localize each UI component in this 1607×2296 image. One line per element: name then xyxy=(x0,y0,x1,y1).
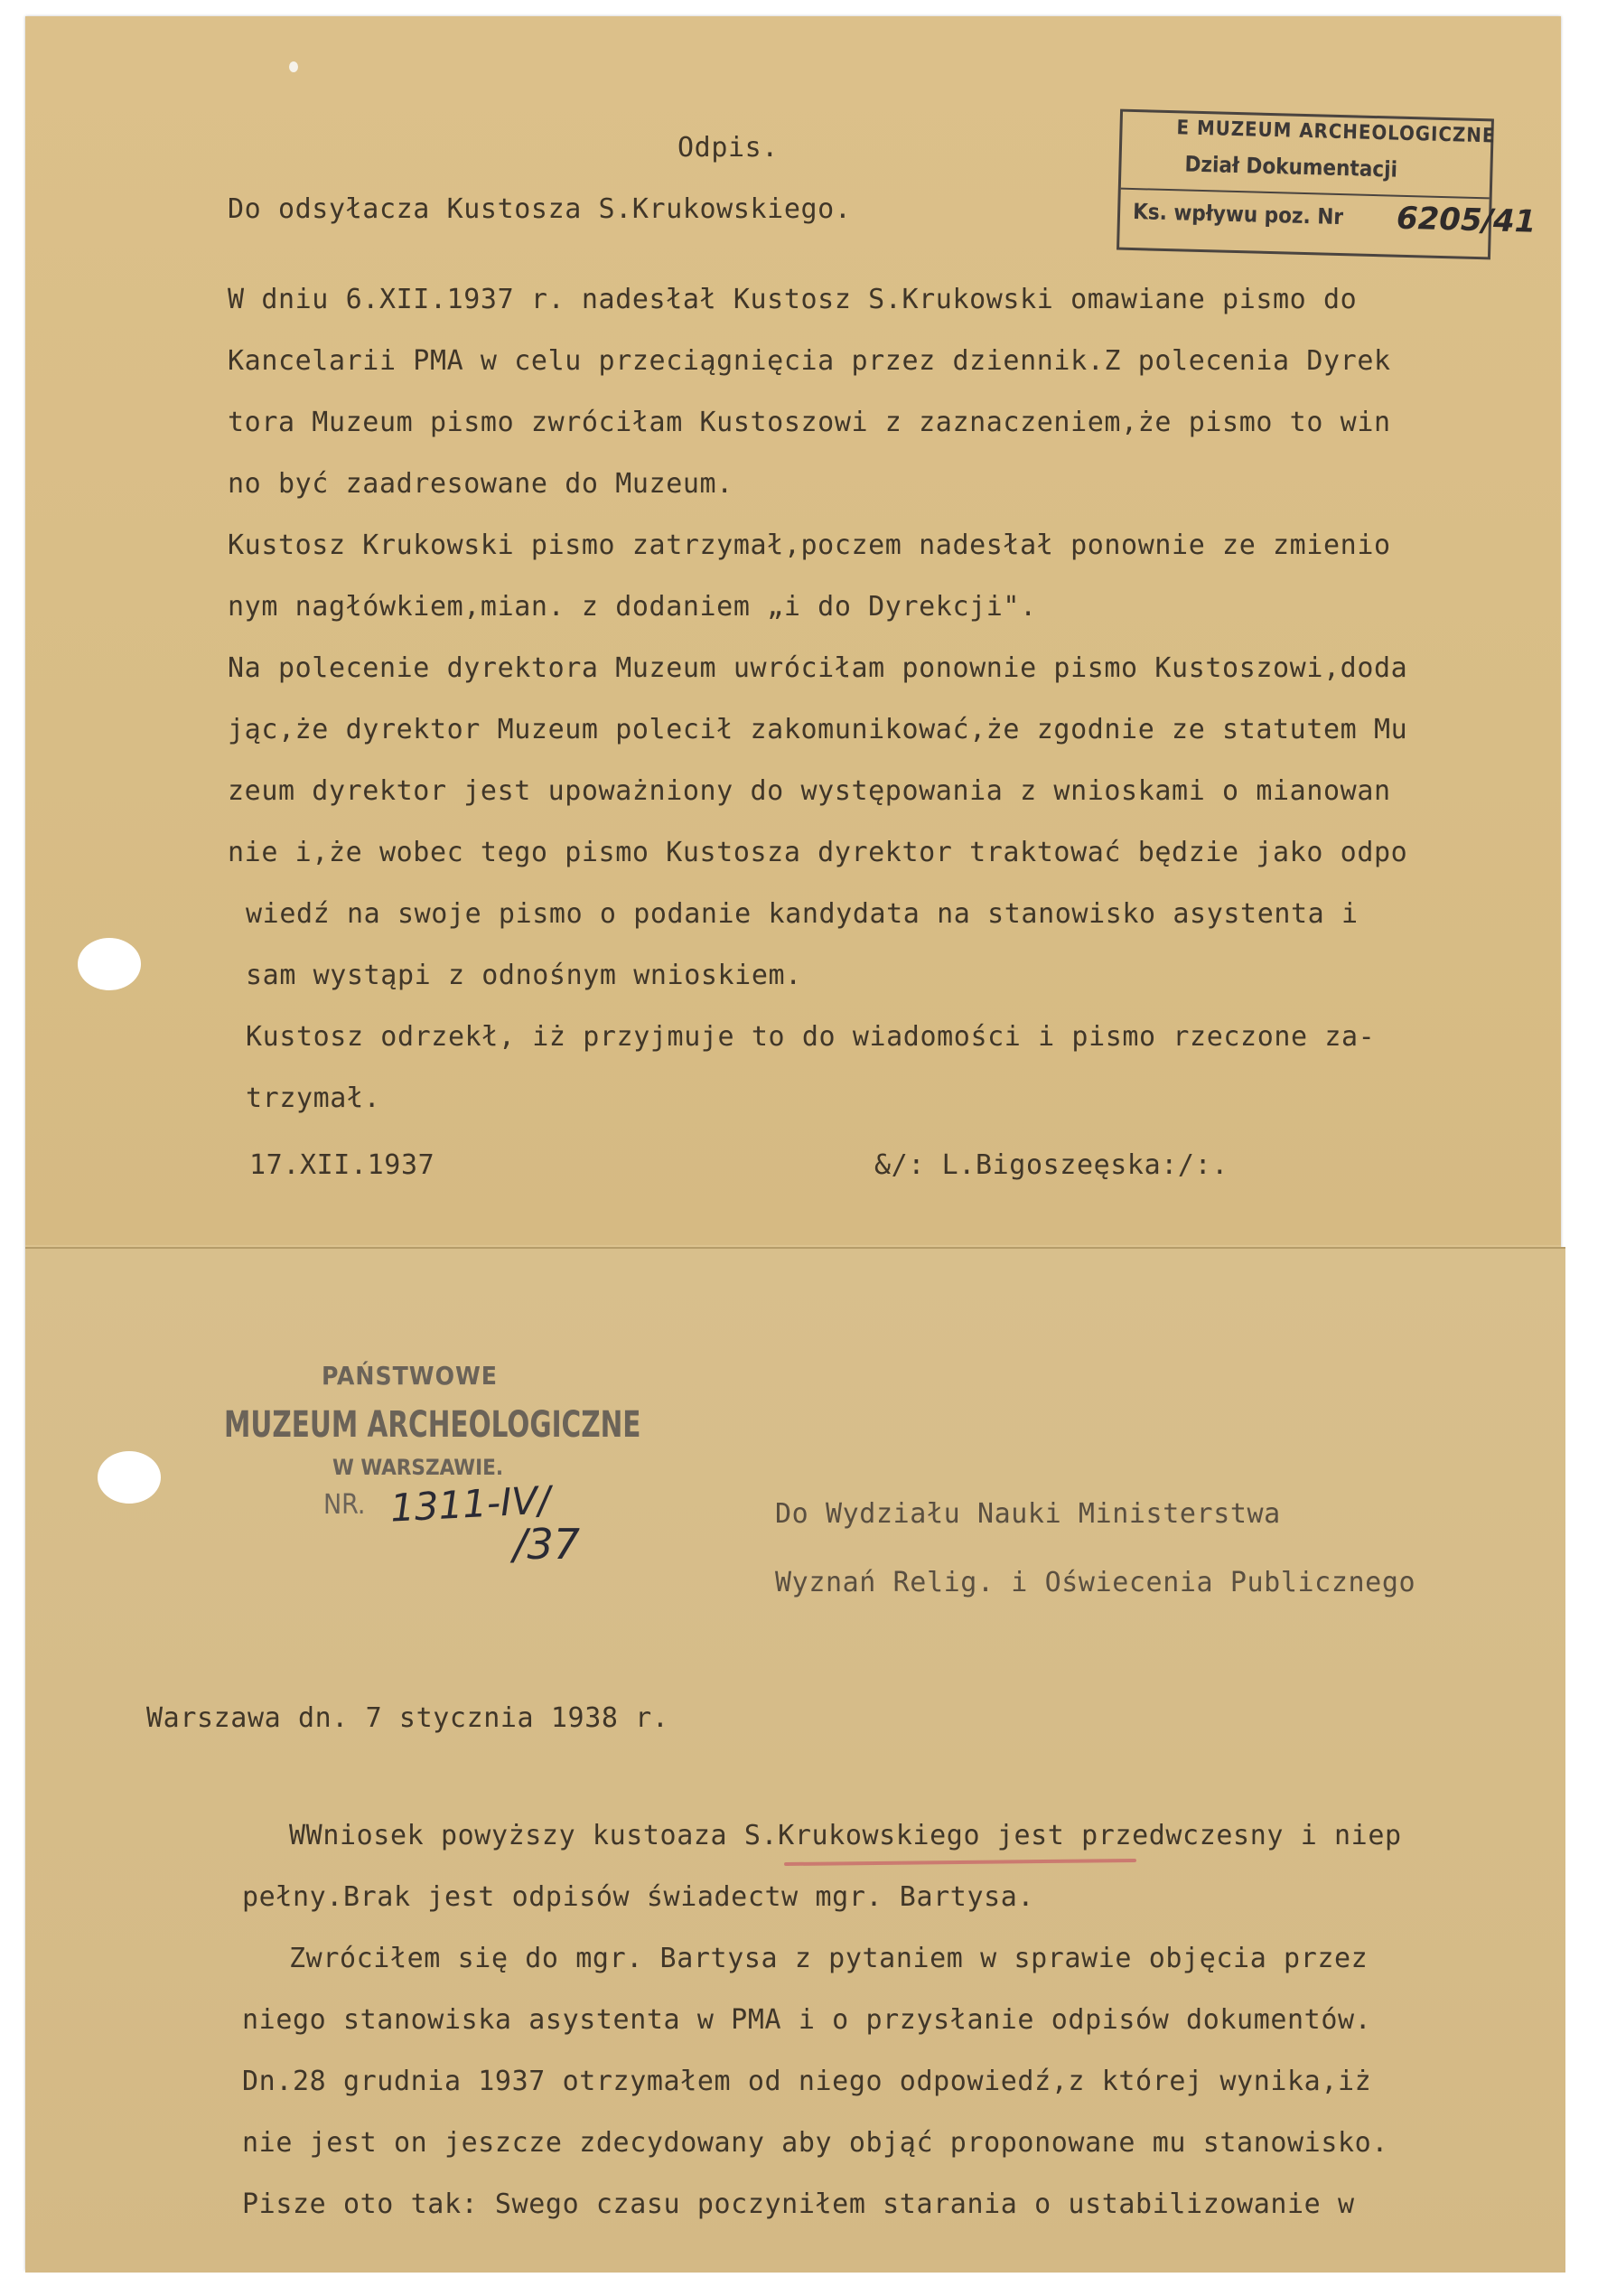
text-line: Kustosz Krukowski pismo zatrzymał,poczem nadesłał ponownie ze zmienio xyxy=(228,529,1391,561)
recipient-line: Do Wydziału Nauki Ministerstwa xyxy=(775,1498,1281,1530)
addressee: Do odsyłacza Kustosza S.Krukowskiego. xyxy=(228,193,852,225)
pin-hole xyxy=(289,61,298,72)
text-line: Pisze oto tak: Swego czasu poczyniłem starania o ustabilizowanie w xyxy=(242,2188,1355,2220)
document-title: Odpis. xyxy=(677,132,779,164)
text-line: niego stanowiska asystenta w PMA i o przysłanie odpisów dokumentów. xyxy=(242,2004,1372,2036)
text-line: jąc,że dyrektor Muzeum polecił zakomunikować,że zgodnie ze statutem Mu xyxy=(228,714,1408,745)
text-line: wiedź na swoje pismo o podanie kandydata na stanowisko asystenta i xyxy=(246,898,1359,930)
stamp-line: W WARSZAWIE. xyxy=(332,1455,504,1480)
text-line: Kustosz odrzekł, iż przyjmuje to do wiadomości i pismo rzeczone za- xyxy=(246,1021,1376,1053)
stamp-divider xyxy=(1121,188,1490,200)
punch-hole xyxy=(78,938,141,990)
museum-stamp xyxy=(224,1361,640,1578)
text-line: trzymał. xyxy=(246,1082,381,1114)
archive-stamp xyxy=(1116,109,1537,260)
top-page xyxy=(25,16,1561,1245)
text-line: zeum dyrektor jest upoważniony do występowania z wnioskami o mianowan xyxy=(228,775,1391,807)
signature: &/: L.Bigoszeęska:/:. xyxy=(874,1149,1229,1181)
text-line: sam wystąpi z odnośnym wnioskiem. xyxy=(246,960,802,991)
punch-hole xyxy=(98,1451,161,1504)
text-line: nym nagłówkiem,mian. z dodaniem „i do Dyrekcji". xyxy=(228,591,1037,623)
letter-date: 17.XII.1937 xyxy=(249,1149,435,1181)
handwritten-number: 1311-IV/ xyxy=(388,1477,552,1531)
text-line: pełny.Brak jest odpisów świadectw mgr. Bartysa. xyxy=(242,1881,1035,1913)
text-line: nie i,że wobec tego pismo Kustosza dyrektor traktować będzie jako odpo xyxy=(228,837,1408,868)
text-line: Na polecenie dyrektora Muzeum uwróciłam ponownie pismo Kustoszowi,doda xyxy=(228,652,1408,684)
recipient-line: Wyznań Relig. i Oświecenia Publicznego xyxy=(775,1567,1416,1598)
stamp-number: 6205/41 xyxy=(1396,200,1537,240)
text-line: tora Muzeum pismo zwróciłam Kustoszowi z zaznaczeniem,że pismo to win xyxy=(228,407,1391,438)
text-line: W dniu 6.XII.1937 r. nadesłał Kustosz S.Krukowski omawiane pismo do xyxy=(228,284,1358,315)
text-line: Dn.28 grudnia 1937 otrzymałem od niego odpowiedź,z której wynika,iż xyxy=(242,2066,1372,2097)
text-line: WWniosek powyższy kustoaza S.Krukowskiego jest przedwczesny i niep xyxy=(289,1820,1402,1851)
text-line: no być zaadresowane do Muzeum. xyxy=(228,468,733,500)
handwritten-year: /37 xyxy=(513,1520,581,1569)
stamp-nr-label: NR. xyxy=(323,1489,366,1521)
document-sheet xyxy=(25,16,1561,2271)
place-date: Warszawa dn. 7 stycznia 1938 r. xyxy=(146,1702,669,1734)
stamp-line: Ks. wpływu poz. Nr xyxy=(1132,199,1344,230)
text-line: Kancelarii PMA w celu przeciągnięcia przez dziennik.Z polecenia Dyrek xyxy=(228,345,1391,377)
stamp-line: Dział Dokumentacji xyxy=(1184,151,1398,183)
stamp-line: E MUZEUM ARCHEOLOGICZNE xyxy=(1176,117,1496,148)
text-line: nie jest on jeszcze zdecydowany aby objąć proponowane mu stanowisko. xyxy=(242,2127,1388,2159)
stamp-line: MUZEUM ARCHEOLOGICZNE xyxy=(224,1404,641,1446)
text-line: Zwróciłem się do mgr. Bartysa z pytaniem w sprawie objęcia przez xyxy=(289,1943,1369,1974)
stamp-line: PAŃSTWOWE xyxy=(322,1361,499,1391)
